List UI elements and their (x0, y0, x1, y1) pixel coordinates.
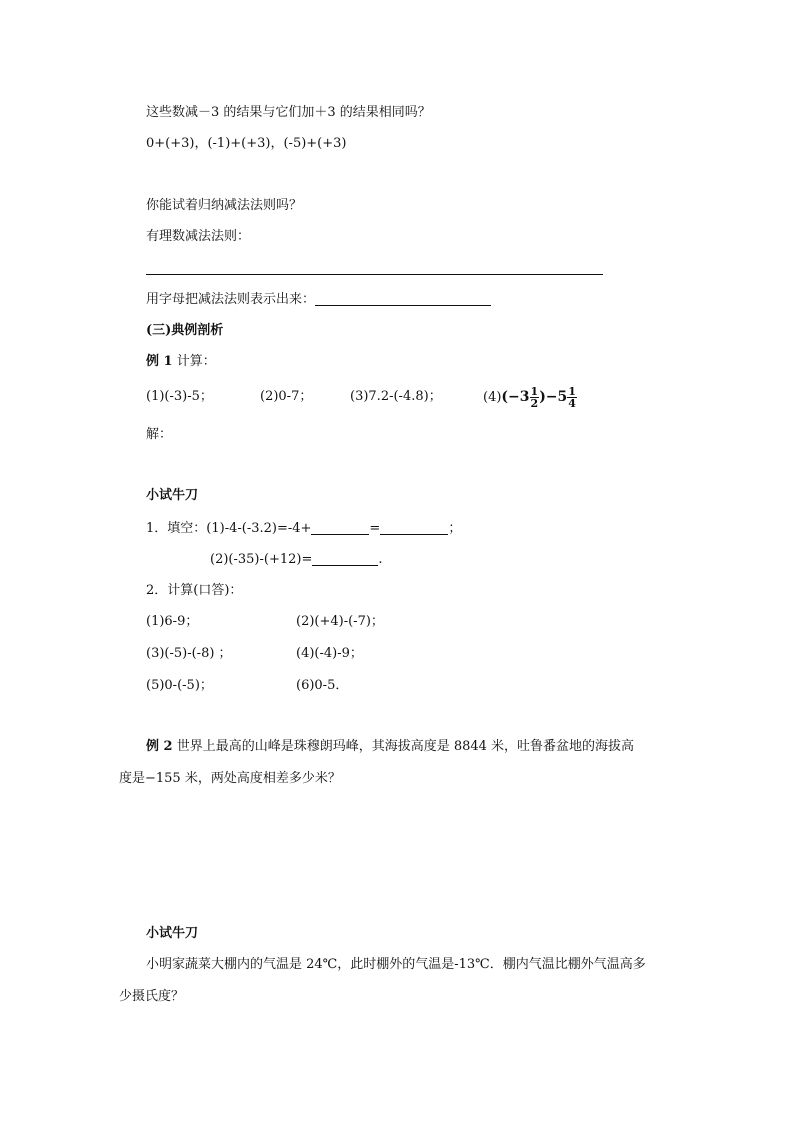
practice2-title: 小试牛刀 (146, 926, 199, 941)
item4-mid: )−5 (539, 389, 568, 405)
q2-item-1: (1)6-9； (146, 614, 199, 629)
example1-item-4 (483, 380, 577, 415)
sums-line: 0+(+3)，(-1)+(+3)，(-5)+(+3) (146, 136, 347, 151)
letters-label: 用字母把减法法则表示出来： (146, 292, 316, 307)
example1-text: 计算： (172, 354, 216, 369)
letters-blank (315, 292, 491, 306)
example2-label: 例 2 (146, 739, 173, 754)
fraction-one-quarter: $\frac{1}{4}$ (568, 385, 576, 410)
q2-item-3: (3)(-5)-(-8) ； (146, 646, 232, 661)
q1b-blank (312, 552, 378, 566)
example1-item-1: (1)(-3)-5； (146, 389, 213, 404)
q1-blank-1 (311, 521, 369, 535)
practice2-line2: 少摄氏度？ (119, 989, 185, 1004)
question-line: 这些数减－3 的结果与它们加＋3 的结果相同吗？ (146, 105, 431, 120)
q2-item-6: (6)0-5． (296, 678, 349, 693)
practice1-q1b: (2)(-35)-(+12)= . (210, 552, 383, 567)
example2-line1: 例 2 世界上最高的山峰是珠穆朗玛峰，其海拔高度是 8844 米，吐鲁番盆地的海拔高 (146, 739, 635, 754)
q1-blank-2 (380, 521, 448, 535)
fraction-one-half: $\frac{1}{2}$ (530, 385, 539, 410)
rule-answer-line (146, 274, 603, 275)
item4-open: (−3 (501, 389, 530, 405)
q2-item-5: (5)0-(-5)； (146, 678, 213, 693)
letters-line (146, 291, 491, 309)
example1-heading (146, 353, 216, 371)
practice1-q1: 1．填空：(1)-4-(-3.2)=-4+ = ； (146, 521, 462, 536)
q2-item-2: (2)(+4)-(-7)； (296, 614, 384, 629)
example1-item-3: (3)7.2-(-4.8)； (350, 389, 442, 404)
example1-item-2: (2)0-7； (260, 389, 313, 404)
rule-label: 有理数减法法则： (146, 229, 251, 244)
solution-label: 解： (146, 427, 173, 442)
q2-item-4: (4)(-4)-9； (296, 646, 363, 661)
section-title: (三)典例剖析 (146, 323, 224, 338)
practice1-title: 小试牛刀 (146, 488, 199, 503)
item4-prefix: (4) (483, 390, 502, 405)
example1-label: 例 1 (146, 354, 173, 369)
example2-line2: 度是−155 米，两处高度相差多少米？ (119, 771, 341, 786)
induce-line: 你能试着归纳减法法则吗？ (146, 198, 303, 213)
practice1-q2-label: 2．计算(口答)： (146, 583, 243, 598)
practice2-line1: 小明家蔬菜大棚内的气温是 24℃，此时棚外的气温是-13℃．棚内气温比棚外气温高多 (146, 957, 646, 972)
